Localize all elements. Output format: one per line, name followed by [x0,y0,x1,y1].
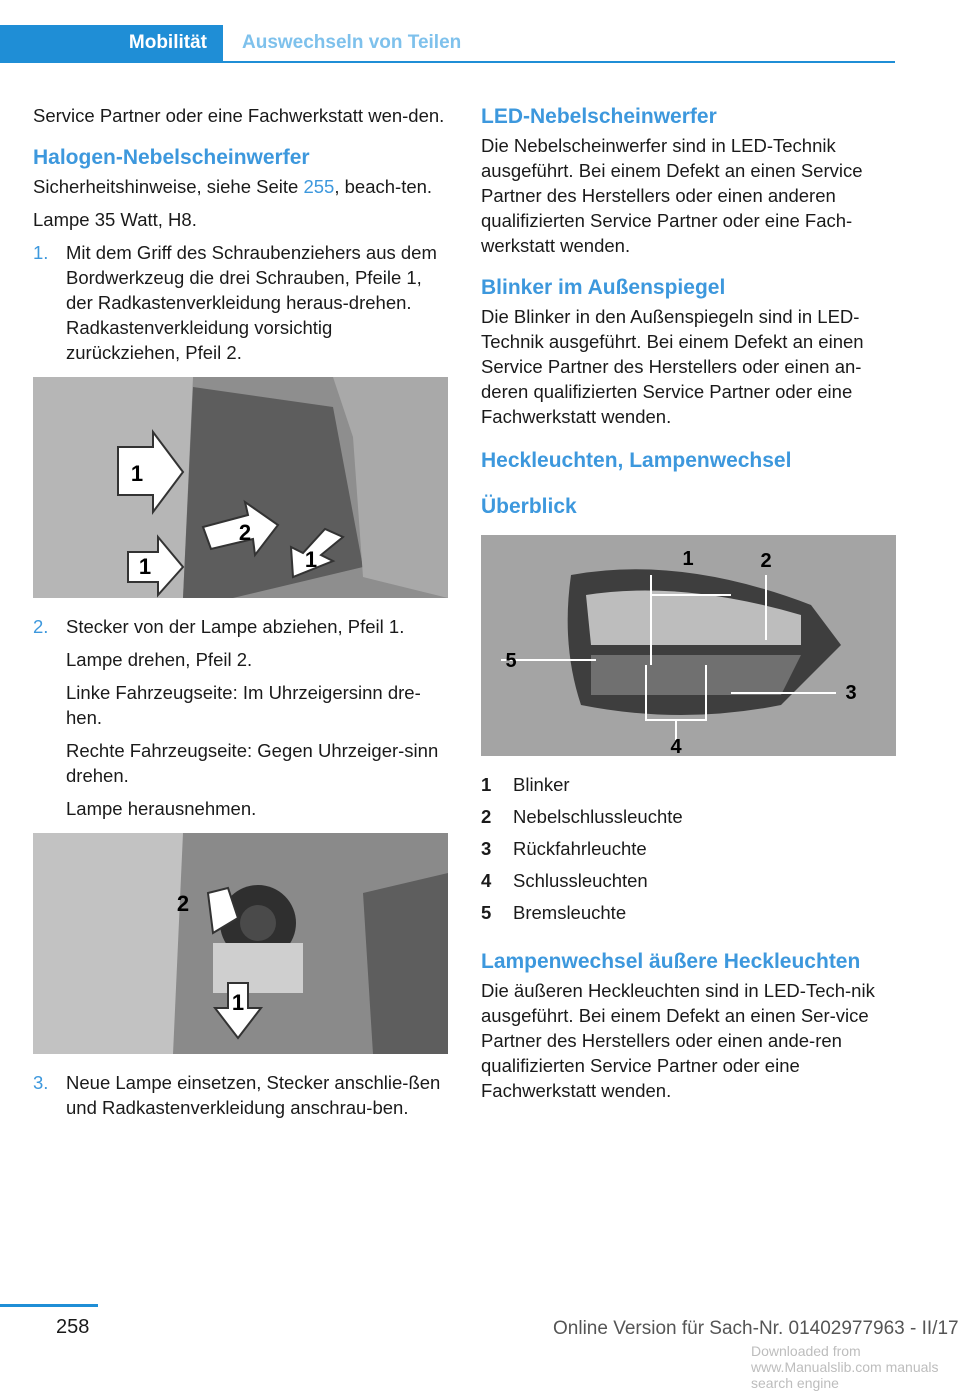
heading-overview: Überblick [481,495,577,518]
legend-item [481,804,896,836]
tab-mobilitaet[interactable] [0,25,223,61]
figure3-label-2: 2 [760,550,772,572]
legend-item [481,836,896,868]
step-text: Stecker von der Lampe abziehen, Pfeil 1. [66,616,405,637]
tab-auswechseln[interactable]: Auswechseln von Teilen [242,32,462,53]
legend-label: Schlussleuchten [513,870,648,891]
header-bar [0,25,895,63]
figure1-label-1b: 1 [138,554,152,579]
figure-lamp-connector [33,833,448,1054]
online-version: Online Version für Sach-Nr. 01402977963 - II/17 [553,1318,959,1339]
heading-outer-tail-lights: Lampenwechsel äußere Heckleuchten [481,950,861,973]
intro-text: Service Partner oder eine Fachwerkstatt wen-den. [33,105,445,126]
footer-rule [0,1304,98,1307]
legend-item [481,772,896,804]
safety-note [33,174,448,199]
legend-item [481,900,896,932]
safety-prefix: Sicherheitshinweise, siehe Seite [33,176,304,197]
step-text: Mit dem Griff des Schraubenziehers aus dem Bordwerkzeug die drei Schrauben, Pfeile 1, der Radkastenverkleidung heraus-drehen. Radkastenverkleidung vorsichtig zurückziehen, Pfeil 2. [66,242,437,363]
figure-tail-light-overview [481,535,896,756]
led-fog-text: Die Nebelscheinwerfer sind in LED-Technik ausgeführt. Bei einem Defekt an einen Service Partner des Herstellers oder einen anderen qualifizierten Service Partner oder eine Fach-werkstatt wenden. [481,135,863,256]
figure3-label-5: 5 [505,650,517,672]
step-number: 3. [33,1072,49,1093]
safety-suffix: , beach-ten. [334,176,433,197]
figure2-label-2: 2 [176,891,190,916]
legend-number: 1 [481,774,492,795]
page-link-255[interactable]: 255 [303,176,335,197]
figure3-label-3: 3 [845,682,857,704]
tab-mobilitaet-label: Mobilität [128,32,207,53]
heading-blinker-mirror: Blinker im Außenspiegel [481,276,726,299]
figure3-label-4: 4 [670,736,682,756]
legend-item [481,868,896,900]
heading-led-fog: LED-Nebelscheinwerfer [481,105,717,128]
heading-tail-lights: Heckleuchten, Lampenwechsel [481,449,792,472]
legend-label: Nebelschlussleuchte [513,806,683,827]
legend-label: Bremsleuchte [513,902,627,923]
step-text: Neue Lampe einsetzen, Stecker anschlie-ßen und Radkastenverkleidung anschrau-ben. [66,1072,441,1118]
step-number: 2. [33,616,49,637]
right-column [481,103,896,1111]
step-1 [33,240,448,365]
blinker-text: Die Blinker in den Außenspiegeln sind in LED-Technik ausgeführt. Bei einem Defekt an einen Service Partner des Herstellers oder einen an-deren qualifizierten Service Partner oder eine Fachwerkstatt wenden. [481,306,864,427]
step-text: Linke Fahrzeugseite: Im Uhrzeigersinn dre-hen. [66,682,421,728]
legend-number: 3 [481,838,492,859]
figure1-label-1c: 1 [304,547,318,572]
figure2-label-1: 1 [231,990,245,1015]
outer-tail-text: Die äußeren Heckleuchten sind in LED-Tech-nik ausgeführt. Bei einem Defekt an einen Ser-vice Partner des Herstellers oder einen ande-ren qualifizierten Service Partner oder eine Fachwerkstatt wenden. [481,980,875,1101]
legend-list [481,772,896,932]
step-text: Rechte Fahrzeugseite: Gegen Uhrzeiger-sinn drehen. [66,740,439,786]
figure1-label-1a: 1 [130,461,144,486]
page-number: 258 [56,1316,90,1338]
step-3 [33,1070,448,1120]
legend-number: 2 [481,806,492,827]
figure-wheel-arch-screws [33,377,448,598]
lamp-spec: Lampe 35 Watt, H8. [33,209,197,230]
legend-number: 5 [481,902,492,923]
left-column [33,103,448,1128]
watermark: Downloaded from www.Manualslib.com manuals search engine [751,1343,939,1391]
figure1-label-2: 2 [238,520,252,545]
step-text: Lampe drehen, Pfeil 2. [66,649,253,670]
legend-label: Blinker [513,774,570,795]
step-2 [33,614,448,821]
step-number: 1. [33,242,49,263]
legend-label: Rückfahrleuchte [513,838,647,859]
heading-halogen: Halogen-Nebelscheinwerfer [33,146,310,169]
legend-number: 4 [481,870,492,891]
figure3-label-1: 1 [682,548,694,570]
step-text: Lampe herausnehmen. [66,798,257,819]
